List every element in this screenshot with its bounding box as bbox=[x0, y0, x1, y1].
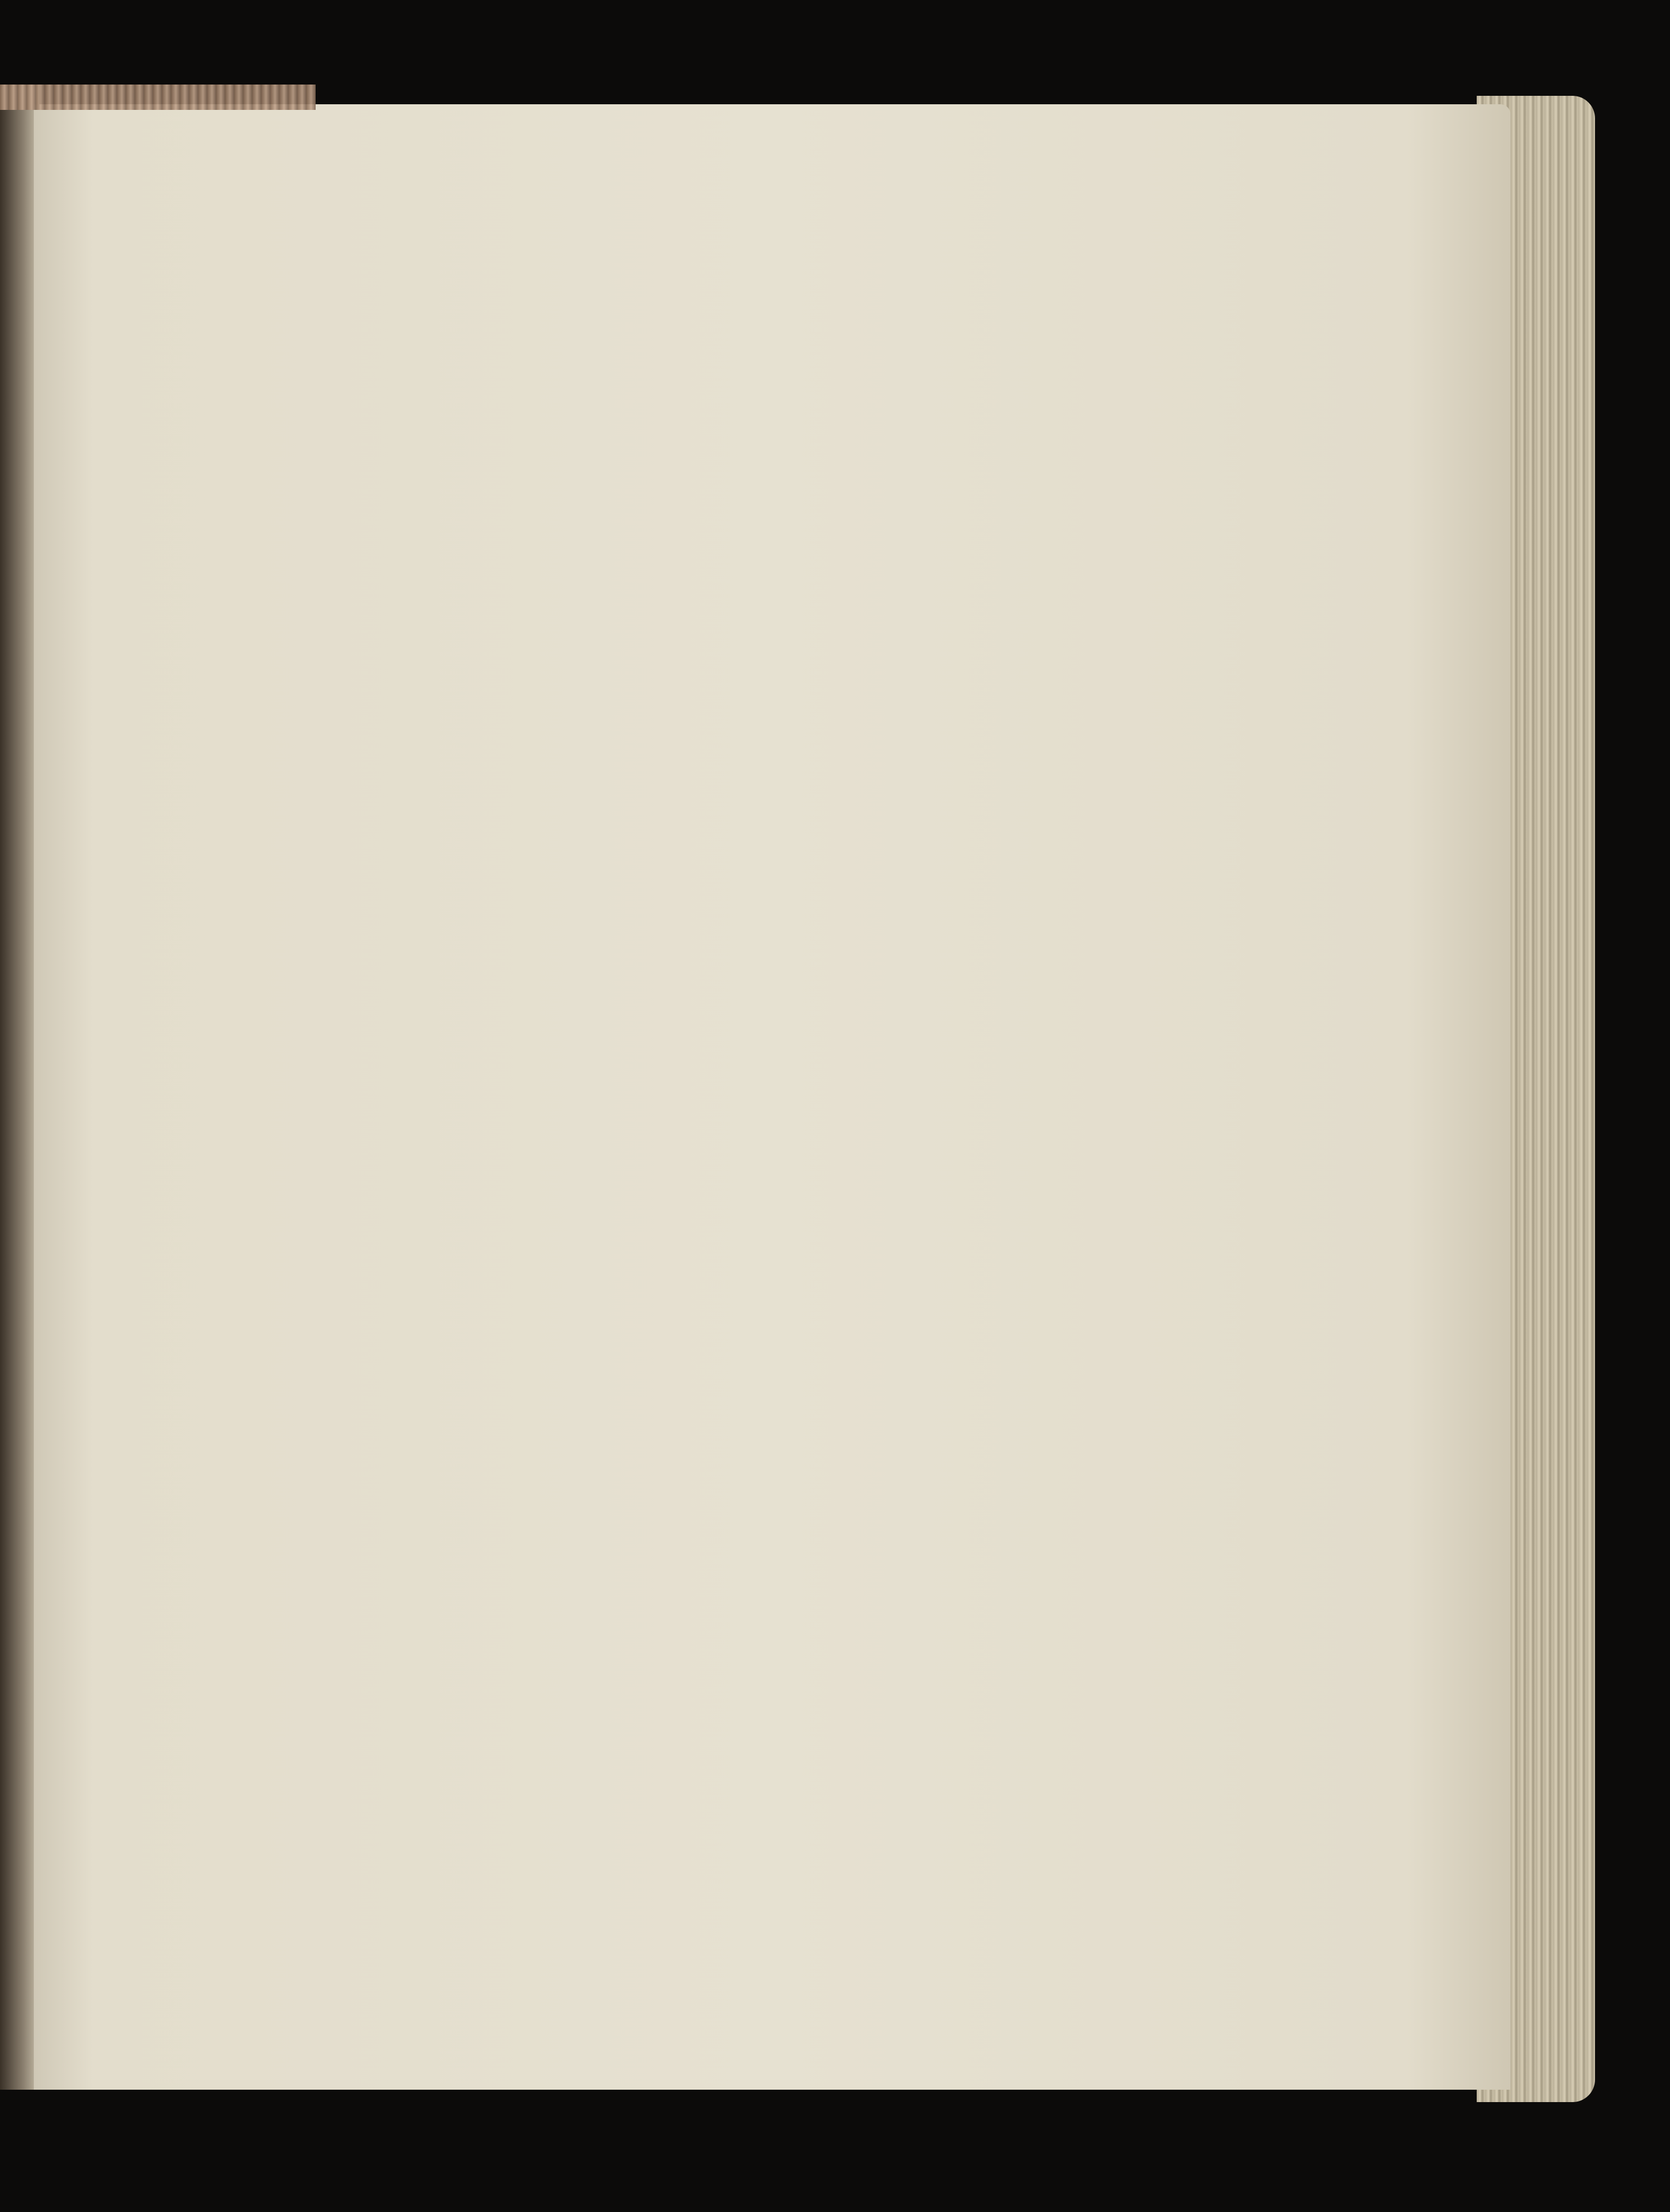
binding-thread bbox=[0, 85, 316, 110]
page bbox=[34, 104, 1510, 2090]
signature-mark bbox=[851, 2167, 930, 2212]
